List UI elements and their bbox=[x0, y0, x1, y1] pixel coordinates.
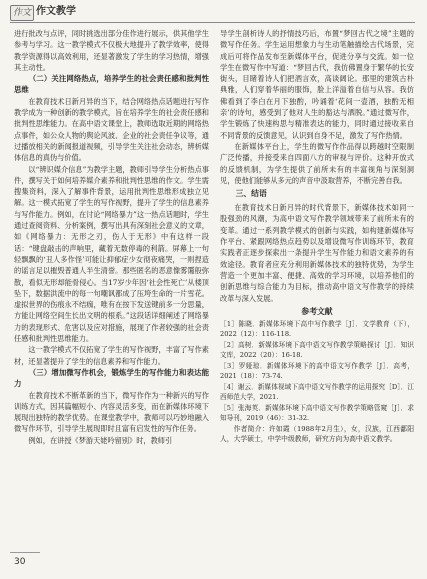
left-column bbox=[14, 28, 209, 446]
paragraph: 例如，在讲授《梦游天姥吟留别》时，教师引 bbox=[28, 435, 173, 445]
references-list bbox=[220, 319, 414, 424]
page-header bbox=[0, 0, 427, 26]
paragraph: 导学生剖析诗人的抒情技巧后，布置“梦回古代之境”主题的微写作任务。学生运用想象力与生动笔触描绘古代场景，完成后可将作品发布至新媒体平台，促进分享与交流。如一位学生在微写作中写道：“梦回古代，我仿佛置身于繁华的长安街头，目睹着诗人们把酒言欢，高谈阔论。那里的建筑古朴典雅，人们穿着华丽的服饰，脸上洋溢着自信与从容。我仿佛看到了李白在月下独酌，吟诵着‘花间一壶酒，独酌无相亲’的诗句，感受到了他对人生的豁达与洒脱。”通过微写作，学生锻炼了快速构思与精准表达的能力，同时通过接收来自不同背景的反馈意见，认识到自身不足，激发了写作热情。 bbox=[220, 29, 414, 140]
section-title: 作文教学 bbox=[36, 6, 76, 17]
references bbox=[220, 306, 414, 424]
section-logo: 作文 bbox=[10, 5, 34, 21]
reference-item: ［2］高树．新媒体环境下高中语文写作教学策略探讨［J］．知识文库，2022（20）：16-18. bbox=[220, 340, 414, 360]
right-column bbox=[220, 28, 414, 445]
section-heading: 三、结语 bbox=[235, 189, 267, 199]
footer-rule bbox=[10, 552, 40, 553]
right-column-body bbox=[220, 28, 414, 304]
paragraph: 这一教学模式不仅拓宽了学生的写作视野，丰富了写作素材，还显著提升了学生的信息素养和写作能力。 bbox=[14, 345, 209, 366]
paragraph: 在教育技术日新月异的时代背景下，新媒体技术如同一股强劲的风潮，为高中语文写作教学领域带来了前所未有的变革。通过一系列教学模式的创新与实践，如构建新媒体写作平台、紧跟网络热点趋势以及增设微写作训练环节，教育实践者正逐步探索出一条提升学生写作能力和语文素养的有效途径。教育者应充分利用新媒体技术的独特优势，为学生营造一个更加丰富、便捷、高效的学习环境，以培养他们的创新思维与综合能力为目标，推动高中语文写作教学的持续改革与深入发展。 bbox=[220, 203, 414, 303]
paragraph: 进行批改与点评，同时挑选出部分佳作进行展示，供其他学生参考与学习。这一教学模式不仅极大地提升了教学效率，使得教学资源得以高效利用，还显著激发了学生的学习热情，增强其主动性。 bbox=[14, 29, 209, 72]
paragraph: 以“辨识媒介信息”为教学主题，教师引导学生分析热点事件，撰写关于如何培养媒介素养和批判性思维的作文。学生需搜集资料，深入了解事件背景，运用批判性思维形成独立见解。这一模式拓宽了学生的写作视野，提升了学生的信息素养与写作能力。例如，在讨论“网络暴力”这一热点话题时，学生通过查阅资料、分析案例，撰写出具有深刻社会意义的文章，如《网络暴力：无形之刃，伤人于无形》中有这样一段话：“键盘敲击的声响里，藏着无数停毒的利箭。屏幕上一句轻飘飘的‘丑人多作怪’可能让抑郁症少女彻夜痛哭，一则捏造的谣言足以摧毁普通人半生清誉。那些匿名的恶意像雾霭般弥散，看似无形却能骨侵心。当17岁少年因‘社会性死亡’从楼顶坠下，数据洪流中的每一句嘲讽都成了压垮生命的一片雪花。虚拟世界的伤痕永不结痂，唯有在按下发送键前多一分思量，方能让网络空间生长出文明的根系。”这段话详细阐述了网络暴力的表现形式、危害以及应对措施，展现了作者较强的社会责任感和批判性思维能力。 bbox=[14, 164, 209, 344]
reference-item: ［1］陈晓．新媒体环境下高中写作教学［J］．文学教育（下），2022（12）：116-118. bbox=[220, 319, 414, 339]
header-rule bbox=[10, 22, 415, 23]
section-heading: （三）增加微写作机会，锻炼学生的写作能力和表达能力 bbox=[14, 367, 209, 389]
paragraph: 在教育技术不断革新的当下，微写作作为一种新兴的写作训练方式，因其篇幅短小、内容灵活多变，而在新媒体环境下展现出独特的教学优势。在课堂教学中，教师可以巧妙地融入微写作环节，引导学生展现即时且富有启发性的写作任务。 bbox=[14, 390, 209, 434]
reference-item: ［5］张海英．新媒体环境下高中语文写作教学策略管窥［J］．求知导刊，2019（46）：31-32. bbox=[220, 403, 414, 423]
author-note: 作者简介：许如霞（1988年2月生），女，汉族，江西鄱阳人，大学硕士，中学中级教师，研究方向为高中语文教学。 bbox=[220, 424, 414, 444]
section-heading: （二）关注网络热点，培养学生的社会责任感和批判性思维 bbox=[14, 74, 209, 95]
references-title: 参考文献 bbox=[301, 306, 333, 316]
paragraph: 在教育技术日新月异的当下，结合网络热点话题进行写作教学成为一种创新的教学模式，旨在培养学生的社会责任感和批判性思维能力。在高中语文课堂上，教师选取近期的网络热点事件，如公众人物的舆论风波、企业的社会责任争议等，通过播放相关的新闻报道视频，引导学生关注社会动态，辨析媒体信息的真伪与价值。 bbox=[14, 96, 209, 163]
reference-item: ［3］罗娅琼．新媒体环境下的高中语文写作教学［J］．高考，2021（18）：73-74. bbox=[220, 361, 414, 381]
paragraph: 在新媒体平台上，学生的微写作作品得以跨越时空限制广泛传播，并接受来自四面八方的审视与评价。这种开放式的反馈机制，为学生提供了前所未有的丰富视角与深刻洞见，使他们能够从多元的声音中汲取营养，不断完善自我。 bbox=[220, 141, 414, 185]
page-number: 30 bbox=[14, 557, 26, 567]
reference-item: ［4］谢云．新媒体视域下高中语文写作教学的运用探究［D］．江西师范大学，2021. bbox=[220, 382, 414, 402]
